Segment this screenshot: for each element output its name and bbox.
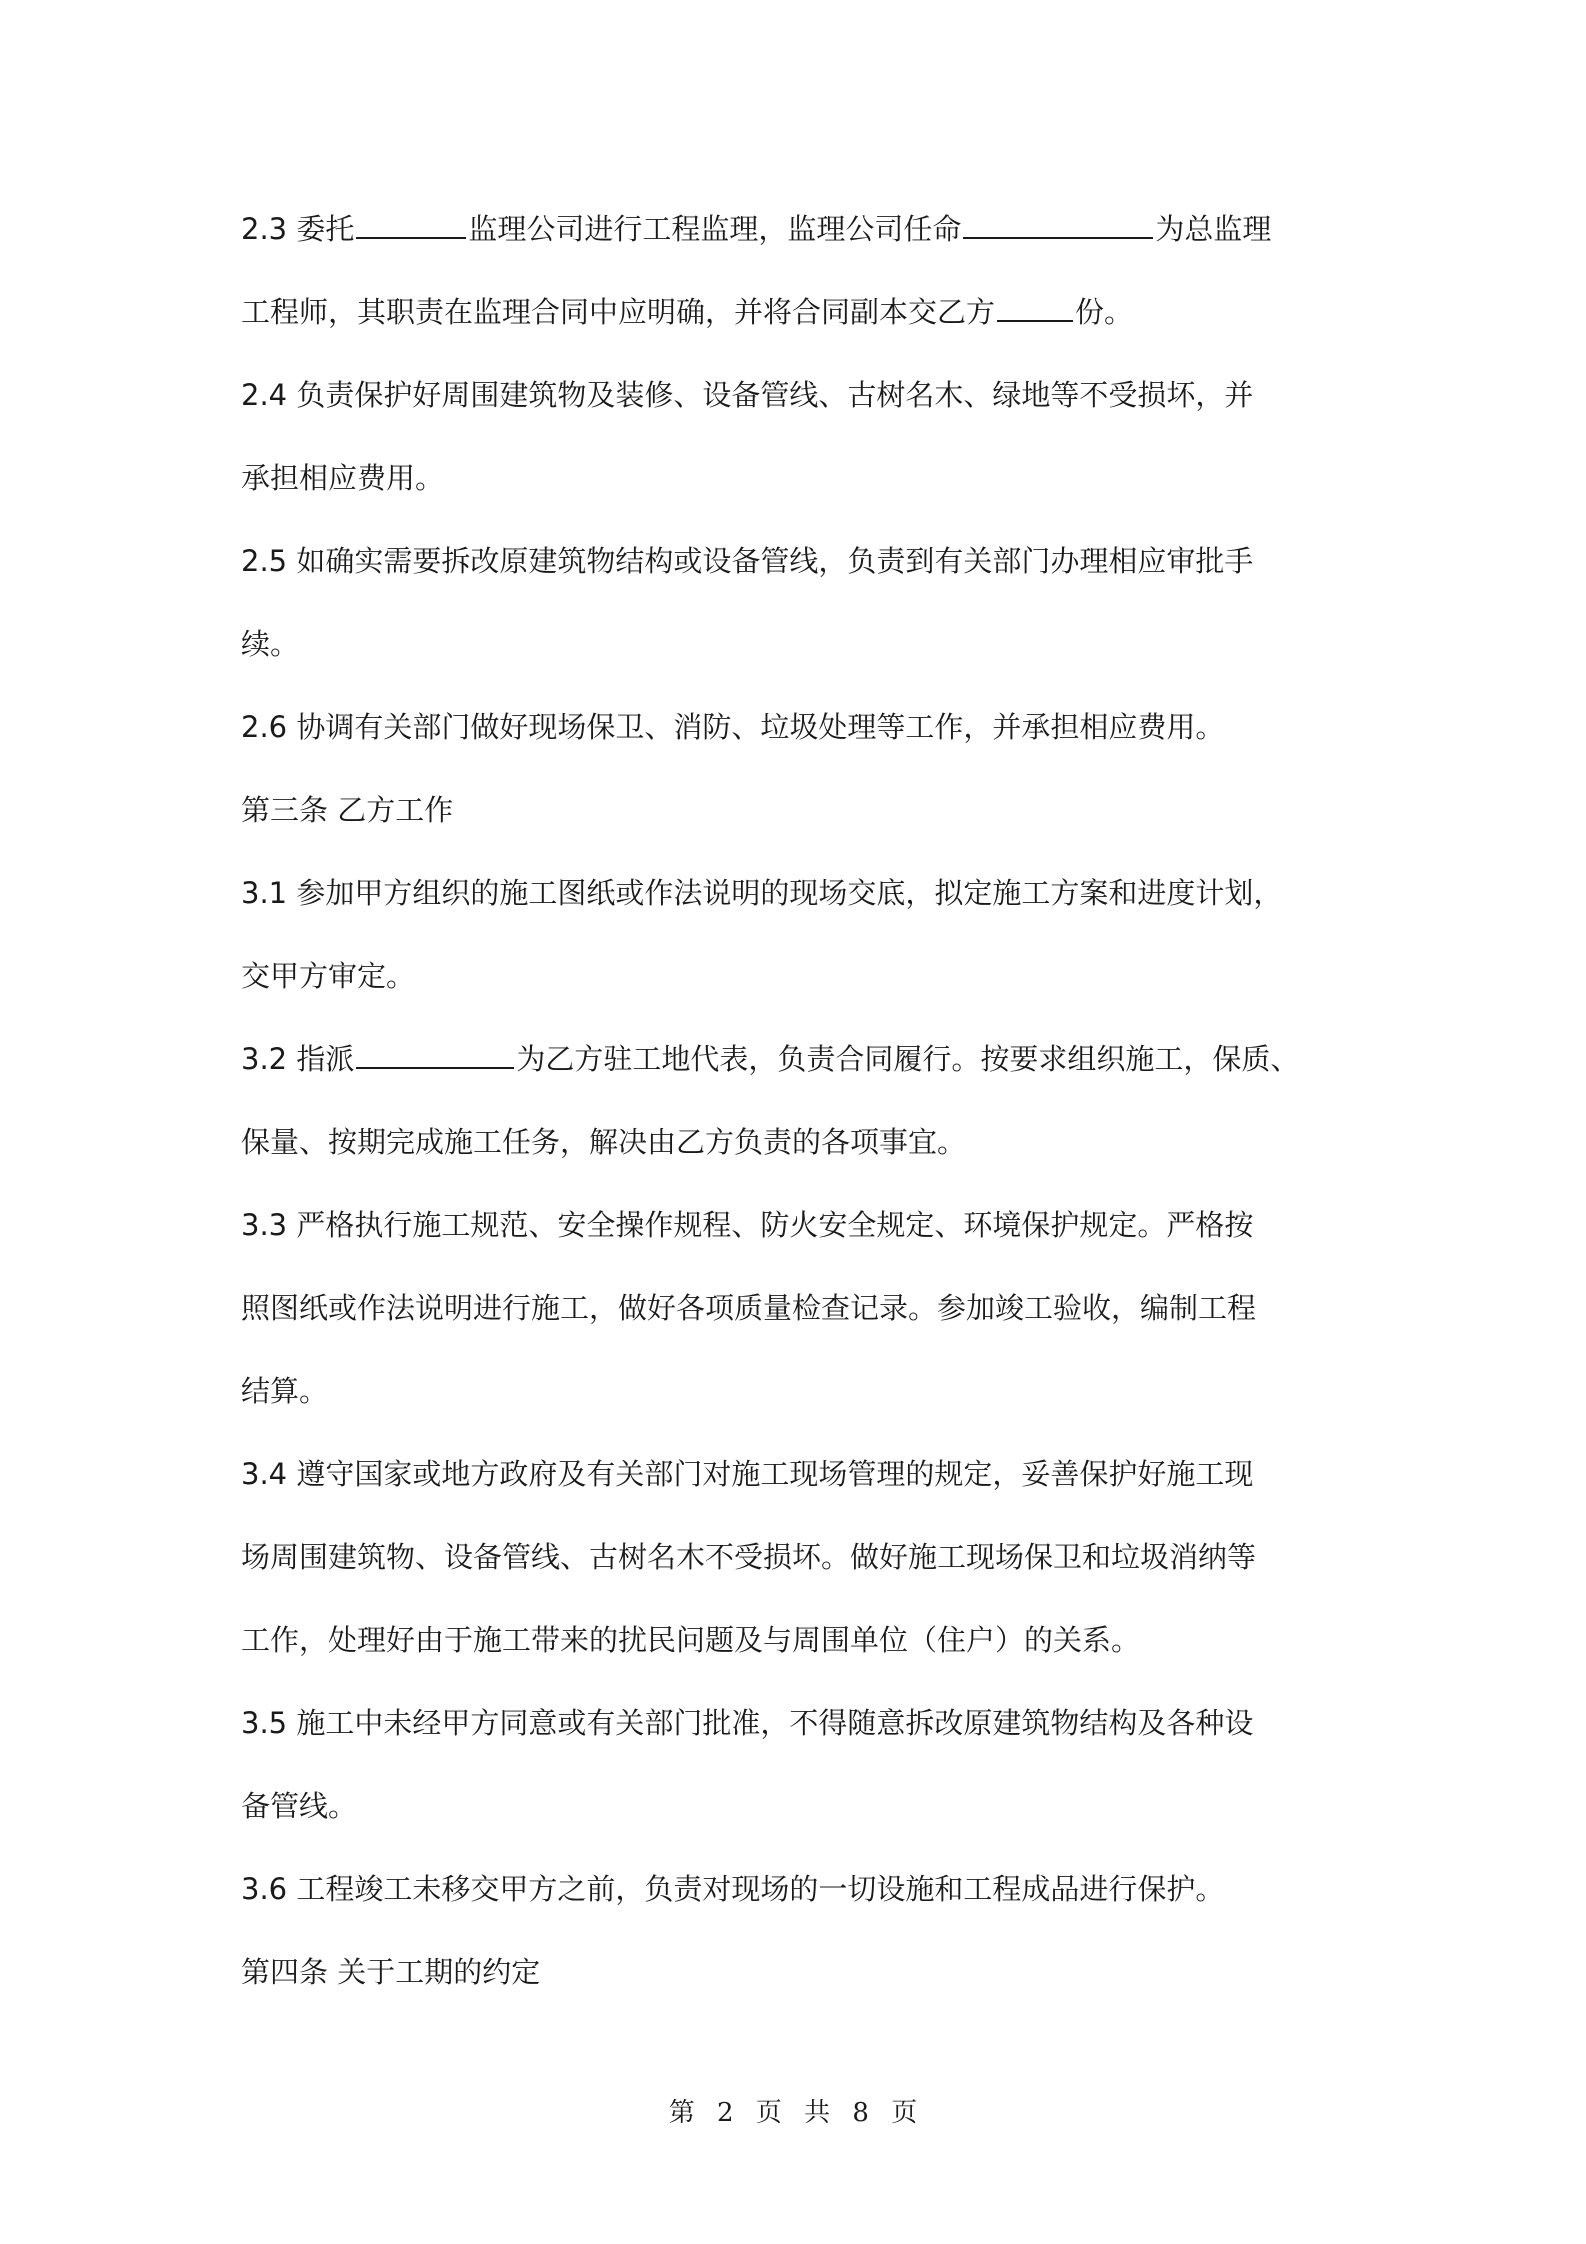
clause-2-3-text-4: 工程师，其职责在监理合同中应明确，并将合同副本交乙方 xyxy=(241,295,996,329)
clause-3-4-line-2: 场周围建筑物、设备管线、古树名木不受损坏。做好施工现场保卫和垃圾消纳等 xyxy=(241,1540,1257,1574)
clause-3-2-text-1: 3.2 指派 xyxy=(241,1042,355,1076)
site-representative-blank[interactable] xyxy=(356,1033,514,1069)
clause-2-3-text-5: 份。 xyxy=(1075,295,1134,329)
page-footer xyxy=(0,2092,1586,2129)
article-3-title: 第三条 乙方工作 xyxy=(241,793,454,827)
clause-3-1-line-1: 3.1 参加甲方组织的施工图纸或作法说明的现场交底，拟定施工方案和进度计划， xyxy=(241,876,1283,910)
total-page-count: 8 xyxy=(852,2098,869,2128)
clause-3-6-line-1: 3.6 工程竣工未移交甲方之前，负责对现场的一切设施和工程成品进行保护。 xyxy=(241,1872,1225,1906)
clause-2-5-line-1: 2.5 如确实需要拆改原建筑物结构或设备管线，负责到有关部门办理相应审批手 xyxy=(241,544,1254,578)
document-body xyxy=(241,200,1356,2026)
article-4-title: 第四条 关于工期的约定 xyxy=(241,1955,541,1989)
clause-3-1-line-2: 交甲方审定。 xyxy=(241,959,416,993)
clause-2-6-line-1: 2.6 协调有关部门做好现场保卫、消防、垃圾处理等工作，并承担相应费用。 xyxy=(241,710,1225,744)
supervision-company-blank[interactable] xyxy=(356,203,466,239)
clause-3-5-line-2: 备管线。 xyxy=(241,1789,358,1823)
clause-3-4-line-1: 3.4 遵守国家或地方政府及有关部门对施工现场管理的规定，妥善保护好施工现 xyxy=(241,1457,1254,1491)
clause-3-2-text-2: 为乙方驻工地代表，负责合同履行。按要求组织施工，保质、 xyxy=(516,1042,1300,1076)
clause-3-3-line-3: 结算。 xyxy=(241,1374,329,1408)
clause-2-3-line-2 xyxy=(241,283,1356,366)
clause-2-3-text-1: 2.3 委托 xyxy=(241,212,355,246)
footer-word-ye: 页 xyxy=(755,2098,782,2128)
copies-count-blank[interactable] xyxy=(997,286,1073,322)
clause-3-2-line-1 xyxy=(241,1030,1356,1113)
clause-2-3-line-1 xyxy=(241,200,1356,283)
clause-2-3-text-3: 为总监理 xyxy=(1155,212,1272,246)
clause-2-5-line-2: 续。 xyxy=(241,627,300,661)
clause-3-4-line-3: 工作，处理好由于施工带来的扰民问题及与周围单位（住户）的关系。 xyxy=(241,1623,1141,1657)
clause-2-4-line-2: 承担相应费用。 xyxy=(241,461,445,495)
clause-2-3-text-2: 监理公司进行工程监理，监理公司任命 xyxy=(468,212,962,246)
footer-word-di: 第 xyxy=(668,2098,695,2128)
chief-supervisor-blank[interactable] xyxy=(963,203,1153,239)
clause-3-2-line-2: 保量、按期完成施工任务，解决由乙方负责的各项事宜。 xyxy=(241,1125,967,1159)
clause-3-5-line-1: 3.5 施工中未经甲方同意或有关部门批准，不得随意拆改原建筑物结构及各种设 xyxy=(241,1706,1254,1740)
footer-word-gong: 共 xyxy=(804,2098,831,2128)
current-page-number: 2 xyxy=(717,2098,734,2128)
clause-2-4-line-1: 2.4 负责保护好周围建筑物及装修、设备管线、古树名木、绿地等不受损坏，并 xyxy=(241,378,1254,412)
clause-3-3-line-2: 照图纸或作法说明进行施工，做好各项质量检查记录。参加竣工验收，编制工程 xyxy=(241,1291,1257,1325)
clause-3-3-line-1: 3.3 严格执行施工规范、安全操作规程、防火安全规定、环境保护规定。严格按 xyxy=(241,1208,1254,1242)
footer-word-ye-2: 页 xyxy=(891,2098,918,2128)
